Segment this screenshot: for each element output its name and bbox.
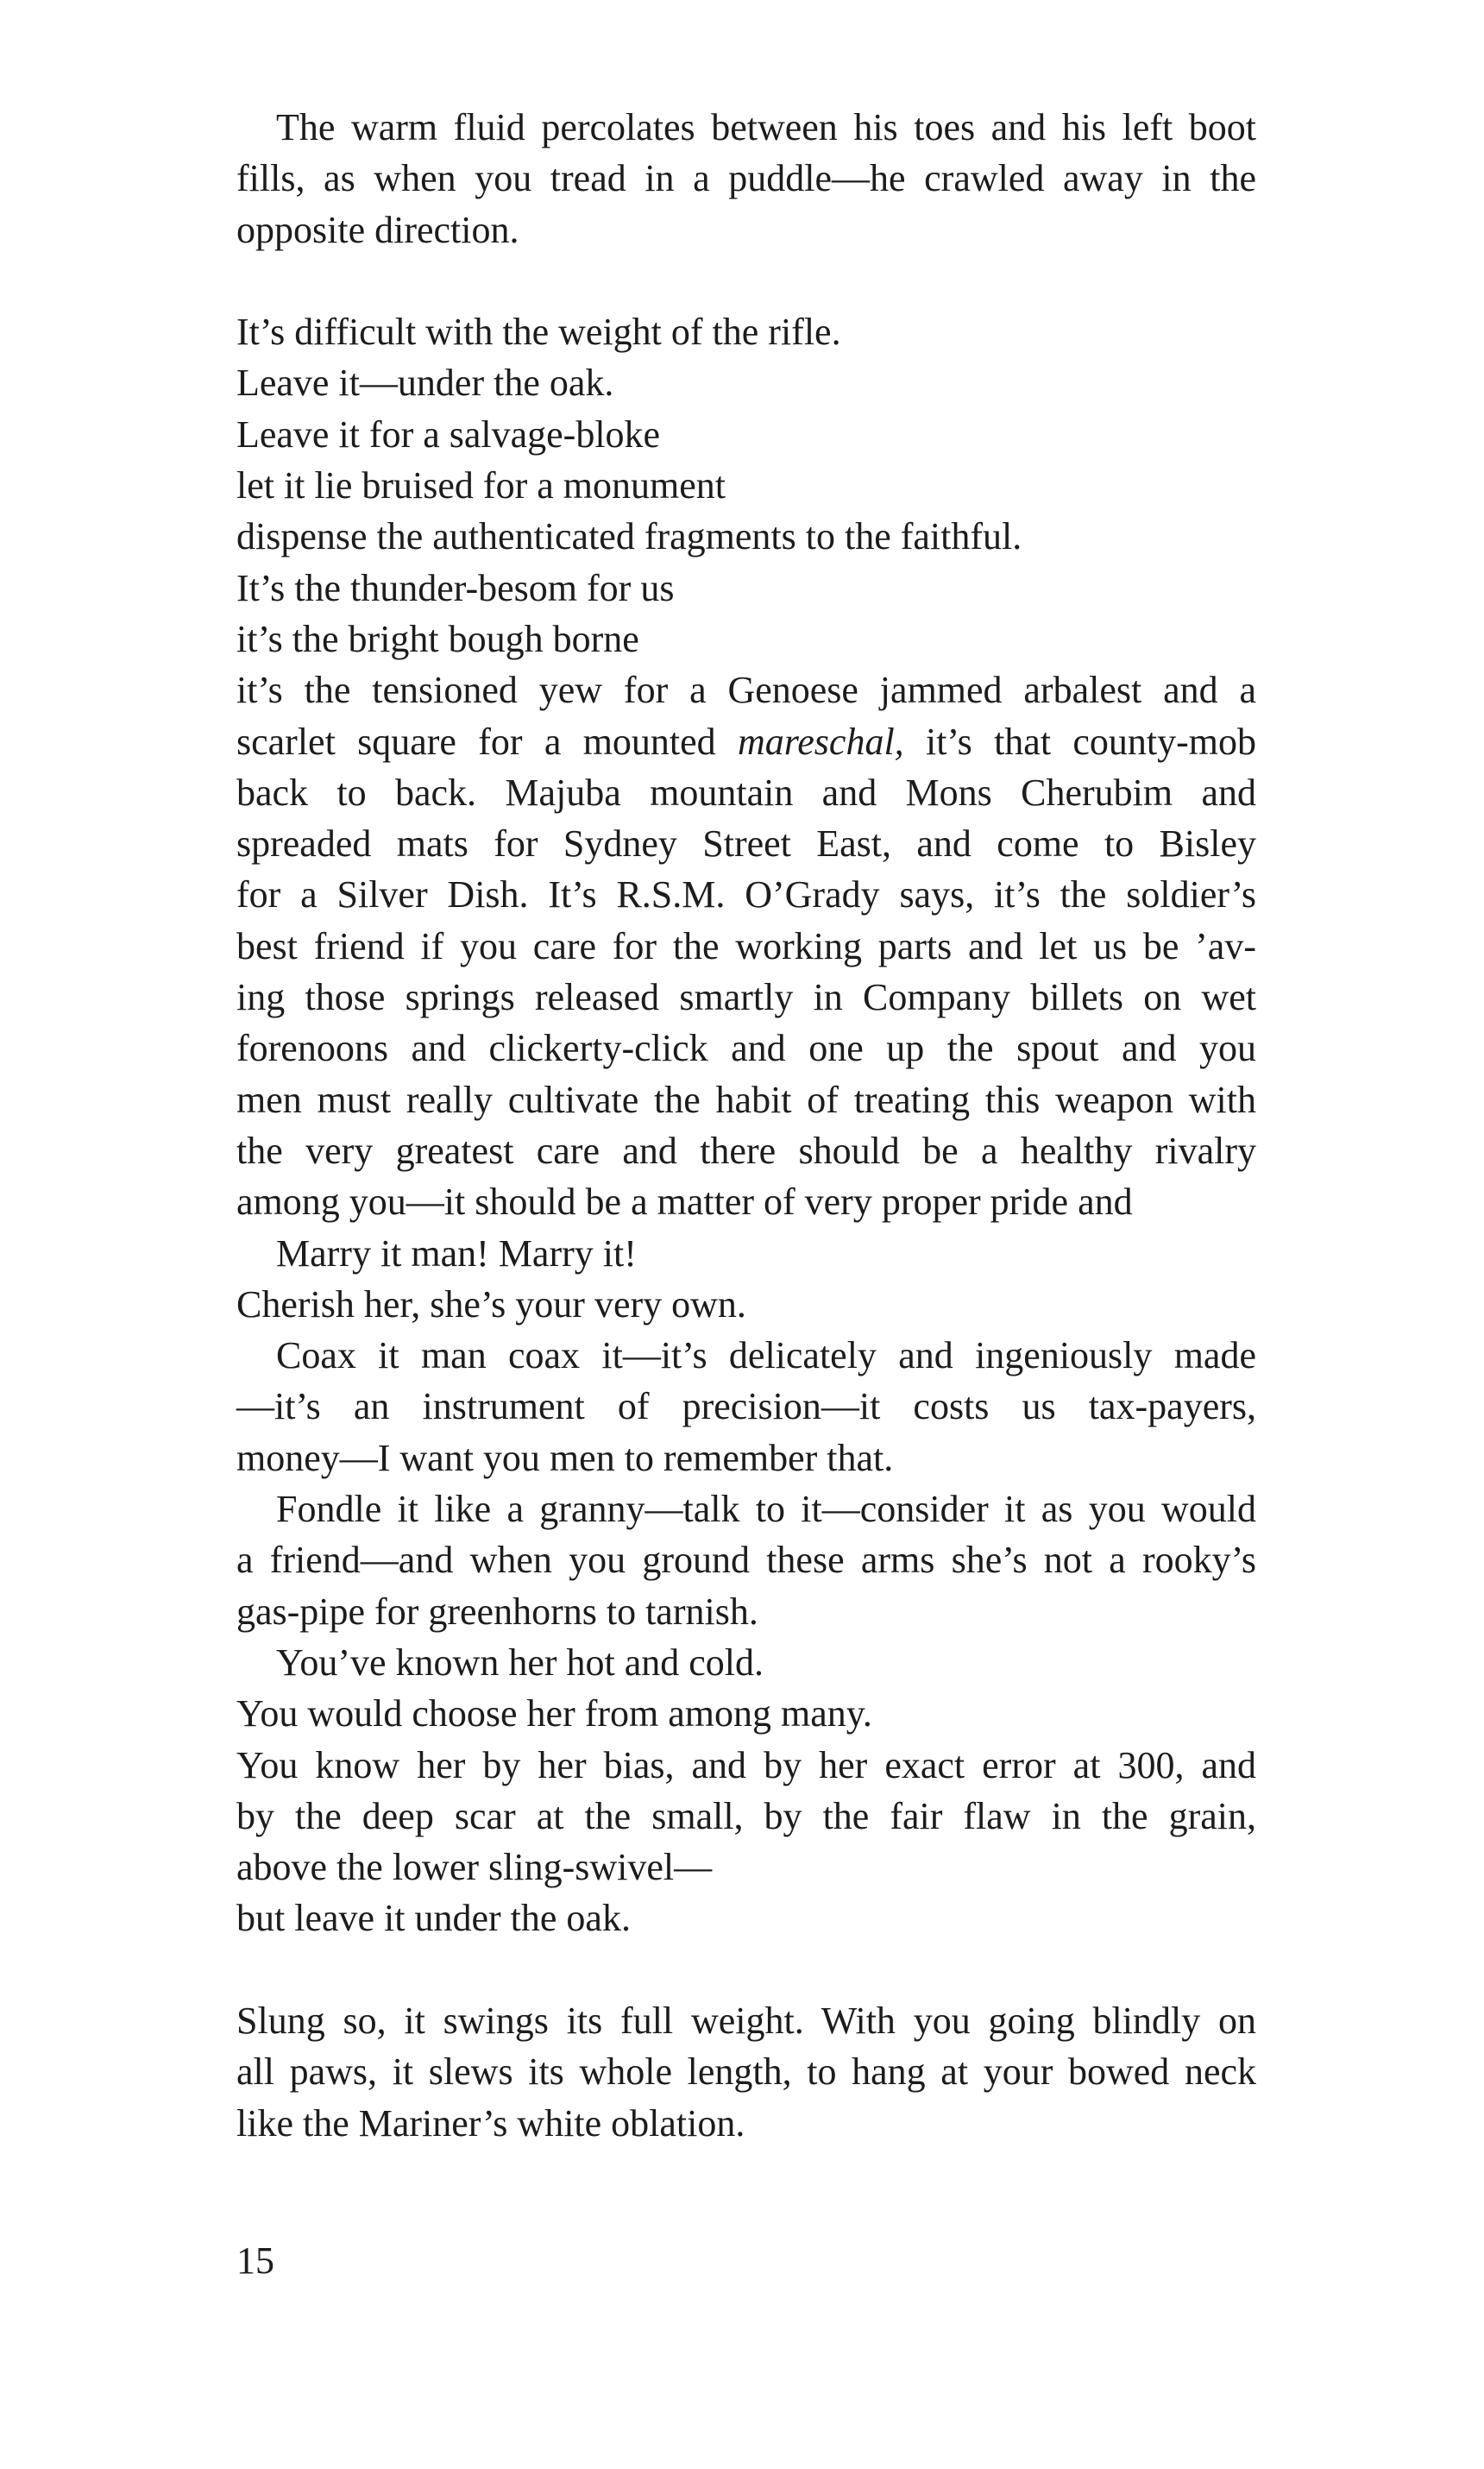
- text-line: men must really cultivate the habit of treating this weapon with: [236, 1078, 1256, 1121]
- italic-term: mareschal,: [738, 720, 904, 763]
- text-line: dispense the authenticated fragments to the faithful.: [236, 515, 1022, 558]
- text-line: spreaded mats for Sydney Street East, and come to Bisley: [236, 822, 1256, 866]
- text-line: but leave it under the oak.: [236, 1897, 631, 1940]
- text-line: it’s the tensioned yew for a Genoese jammed arbalest and a: [236, 669, 1256, 712]
- text-line: for a Silver Dish. It’s R.S.M. O’Grady says, it’s the soldier’s: [236, 873, 1256, 916]
- text-line: You would choose her from among many.: [236, 1692, 872, 1735]
- stanza-break: [236, 255, 1256, 306]
- text-line-segment: it’s that county-mob: [903, 720, 1256, 763]
- text-line: Coax it man coax it—it’s delicately and ingeniously made: [276, 1334, 1256, 1377]
- text-line: It’s difficult with the weight of the rifle.: [236, 311, 841, 354]
- text-line: among you—it should be a matter of very proper pride and: [236, 1181, 1133, 1224]
- text-line: Leave it—under the oak.: [236, 362, 614, 405]
- text-line: opposite direction.: [236, 208, 519, 251]
- text-line: The warm fluid percolates between his toes and his left boot: [276, 106, 1256, 148]
- text-line: It’s the thunder-besom for us: [236, 566, 675, 609]
- text-line: above the lower sling-swivel—: [236, 1846, 713, 1889]
- page-body: [236, 102, 1256, 2149]
- text-line-segment: scarlet square for a mounted: [236, 720, 738, 763]
- text-line: ing those springs released smartly in Company billets on wet: [236, 976, 1256, 1019]
- text-line: all paws, it slews its whole length, to hang at your bowed neck: [236, 2050, 1256, 2094]
- text-line: —it’s an instrument of precision—it costs us tax-payers,: [236, 1385, 1256, 1428]
- text-line: it’s the bright bough borne: [236, 617, 639, 660]
- page-number: 15: [236, 2239, 274, 2282]
- text-line: the very greatest care and there should be a healthy rivalry: [236, 1129, 1256, 1172]
- text-line: Leave it for a salvage-bloke: [236, 413, 661, 456]
- text-line: fills, as when you tread in a puddle—he crawled away in the: [236, 157, 1256, 200]
- text-line: gas-pipe for greenhorns to tarnish.: [236, 1590, 758, 1633]
- text-line: like the Mariner’s white oblation.: [236, 2101, 745, 2145]
- text-line: Marry it man! Marry it!: [276, 1231, 637, 1275]
- stanza-break: [236, 1944, 1256, 1995]
- text-line: Fondle it like a granny—talk to it—consider it as you would: [276, 1488, 1256, 1531]
- text-line: by the deep scar at the small, by the fair flaw in the grain,: [236, 1794, 1256, 1837]
- text-line: [236, 716, 1256, 767]
- text-line: best friend if you care for the working parts and let us be ’av-: [236, 924, 1256, 967]
- text-line: Cherish her, she’s your very own.: [236, 1282, 746, 1326]
- text-line: a friend—and when you ground these arms she’s not a rooky’s: [236, 1539, 1256, 1582]
- text-line: let it lie bruised for a monument: [236, 464, 726, 507]
- text-line: money—I want you men to remember that.: [236, 1436, 894, 1479]
- text-line: back to back. Majuba mountain and Mons Cherubim and: [236, 771, 1256, 814]
- text-line: forenoons and clickerty-click and one up the spout and you: [236, 1027, 1256, 1070]
- text-line: Slung so, it swings its full weight. With you going blindly on: [236, 1999, 1256, 2042]
- text-line: You know her by her bias, and by her exact error at 300, and: [236, 1743, 1256, 1786]
- text-line: You’ve known her hot and cold.: [276, 1641, 764, 1684]
